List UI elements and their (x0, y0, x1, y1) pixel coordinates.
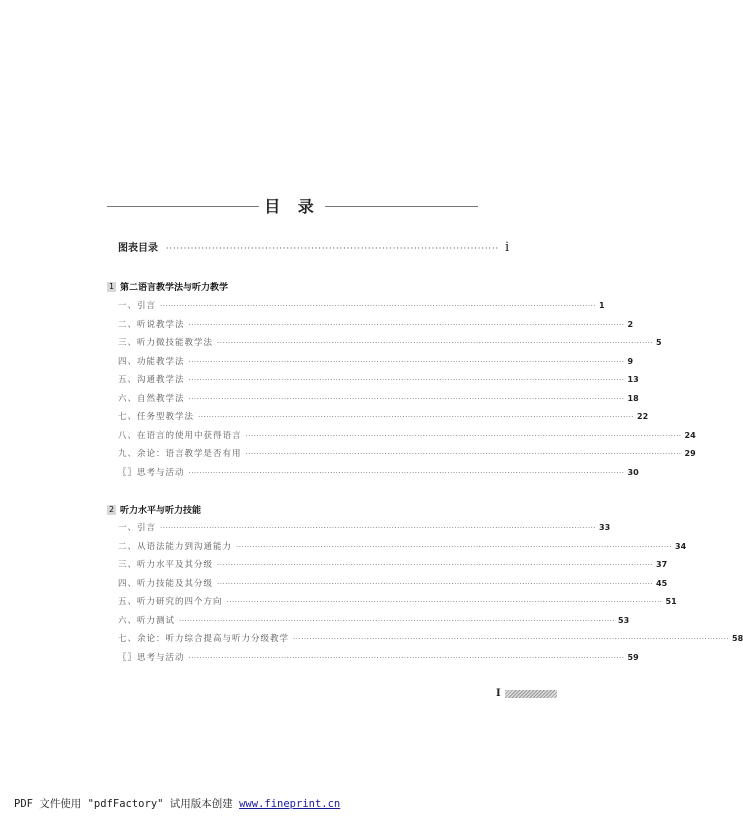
toc-entry-page: 34 (675, 541, 687, 551)
folio-bar (505, 690, 557, 698)
toc-entry-label: 五、听力研究的四个方向 (118, 597, 223, 607)
footer-text: PDF 文件使用 "pdfFactory" 试用版本创建 (14, 798, 240, 810)
toc-entry[interactable] (118, 595, 677, 607)
toc-entry[interactable] (118, 373, 639, 385)
toc-entry-label: 八、在语言的使用中获得语言 (118, 430, 242, 441)
toc-entry-label: 〖〗思考与活动 (118, 467, 185, 478)
toc-entry-page: 1 (599, 301, 605, 310)
toc-entry-label: 六、听力测试 (118, 615, 176, 626)
toc-entry-label: 四、功能教学法 (118, 356, 185, 367)
chapter-number: 1 (108, 281, 115, 291)
toc-entry-page: 58 (732, 634, 743, 643)
toc-heading (107, 196, 478, 218)
toc-entry-page: 2 (627, 319, 634, 329)
toc-entry-page: 33 (599, 523, 611, 532)
toc-entry[interactable] (118, 447, 696, 459)
chapter-heading-2[interactable] (107, 503, 201, 516)
front-matter-label: 图表目录 (118, 243, 158, 254)
leader-dots: ································································································································································ (245, 450, 682, 458)
toc-entry[interactable] (118, 392, 639, 404)
toc-entry-page: 5 (656, 338, 662, 347)
leader-dots: ································································································································································ (217, 579, 654, 588)
toc-entry-label: 四、听力技能及其分级 (118, 578, 214, 589)
folio-number: I (496, 688, 501, 699)
toc-entry-page: 45 (656, 578, 668, 588)
toc-entry-page: 22 (637, 412, 649, 421)
toc-entry[interactable] (118, 410, 649, 422)
toc-entry[interactable] (118, 651, 639, 663)
toc-entry-label: 〖〗思考与活动 (118, 652, 185, 663)
toc-entry-page: 37 (656, 560, 668, 569)
toc-entry-label: 一、引言 (118, 523, 157, 533)
toc-entry[interactable] (118, 336, 662, 348)
leader-dots: ································································································································································ (217, 339, 654, 347)
toc-entry[interactable] (118, 355, 634, 367)
leader-dots: ································································································································································ (160, 302, 597, 310)
front-matter-page: i (505, 240, 510, 255)
toc-entry-page: 59 (627, 652, 639, 662)
toc-entry[interactable] (118, 299, 605, 311)
toc-entry-page: 24 (684, 430, 696, 440)
toc-entry-label: 三、听力水平及其分级 (118, 560, 214, 570)
toc-entry[interactable] (118, 614, 630, 626)
toc-entry-label: 五、沟通教学法 (118, 375, 185, 385)
leader-dots: ································································································································································ (198, 413, 635, 421)
toc-entry-page: 53 (618, 615, 630, 625)
toc-entry-label: 二、听说教学法 (118, 319, 185, 330)
leader-dots: ································································································································································ (188, 394, 625, 403)
toc-entry-label: 一、引言 (118, 301, 157, 311)
toc-entry-page: 30 (627, 467, 639, 477)
heading-rule-left (107, 206, 259, 207)
leader-dots: ································································································································································ (236, 542, 673, 551)
toc-entry[interactable] (118, 521, 611, 533)
toc-entry[interactable] (118, 318, 634, 330)
leader-dots: ································································································································································ (160, 524, 597, 532)
leader-dots: ································································································································································ (179, 616, 616, 625)
toc-front-matter[interactable] (118, 239, 510, 255)
toc-entry[interactable] (118, 466, 639, 478)
leader-dots: ································································································································································ (188, 376, 625, 384)
footer-link[interactable]: www.fineprint.cn (239, 798, 341, 810)
toc-entry-page: 29 (684, 449, 696, 458)
toc-entry-page: 51 (665, 597, 677, 606)
toc-entry-page: 18 (627, 393, 639, 403)
toc-entry-label: 六、自然教学法 (118, 393, 185, 404)
page-title: 目 录 (264, 197, 320, 216)
leader-dots: ································································································································································ (293, 635, 730, 643)
toc-entry-label: 九、余论：语言教学是否有用 (118, 449, 242, 459)
leader-dots: ································································································································································ (245, 431, 682, 440)
leader-dots: ································································································································································ (188, 653, 625, 662)
chapter-number: 2 (108, 504, 115, 514)
leader-dots: ································································································································································ (217, 561, 654, 569)
toc-entry[interactable] (118, 429, 696, 441)
leader-dots: ································································································································································ (226, 598, 663, 606)
toc-entry-page: 9 (627, 356, 634, 366)
page-folio (496, 688, 557, 699)
leader-dots: ································································································································································ (188, 320, 625, 329)
leader-dots: ································································································································································ (188, 357, 625, 366)
chapter-heading-1[interactable] (107, 280, 228, 293)
toc-entry-label: 三、听力微技能教学法 (118, 338, 214, 348)
leader-dots: ······························································································ (166, 244, 500, 253)
leader-dots: ································································································································································ (188, 468, 625, 477)
chapter-title: 第二语言教学法与听力教学 (120, 283, 229, 293)
toc-entry[interactable] (118, 540, 687, 552)
chapter-title: 听力水平与听力技能 (120, 506, 202, 516)
toc-entry[interactable] (118, 632, 743, 644)
heading-rule-right (325, 206, 478, 207)
toc-entry-page: 13 (627, 375, 639, 384)
toc-entry[interactable] (118, 558, 668, 570)
toc-entry-label: 七、任务型教学法 (118, 412, 195, 422)
toc-entry-label: 二、从语法能力到沟通能力 (118, 541, 233, 552)
pdf-footer (14, 796, 340, 811)
toc-entry[interactable] (118, 577, 668, 589)
toc-entry-label: 七、余论：听力综合提高与听力分级教学 (118, 634, 290, 644)
